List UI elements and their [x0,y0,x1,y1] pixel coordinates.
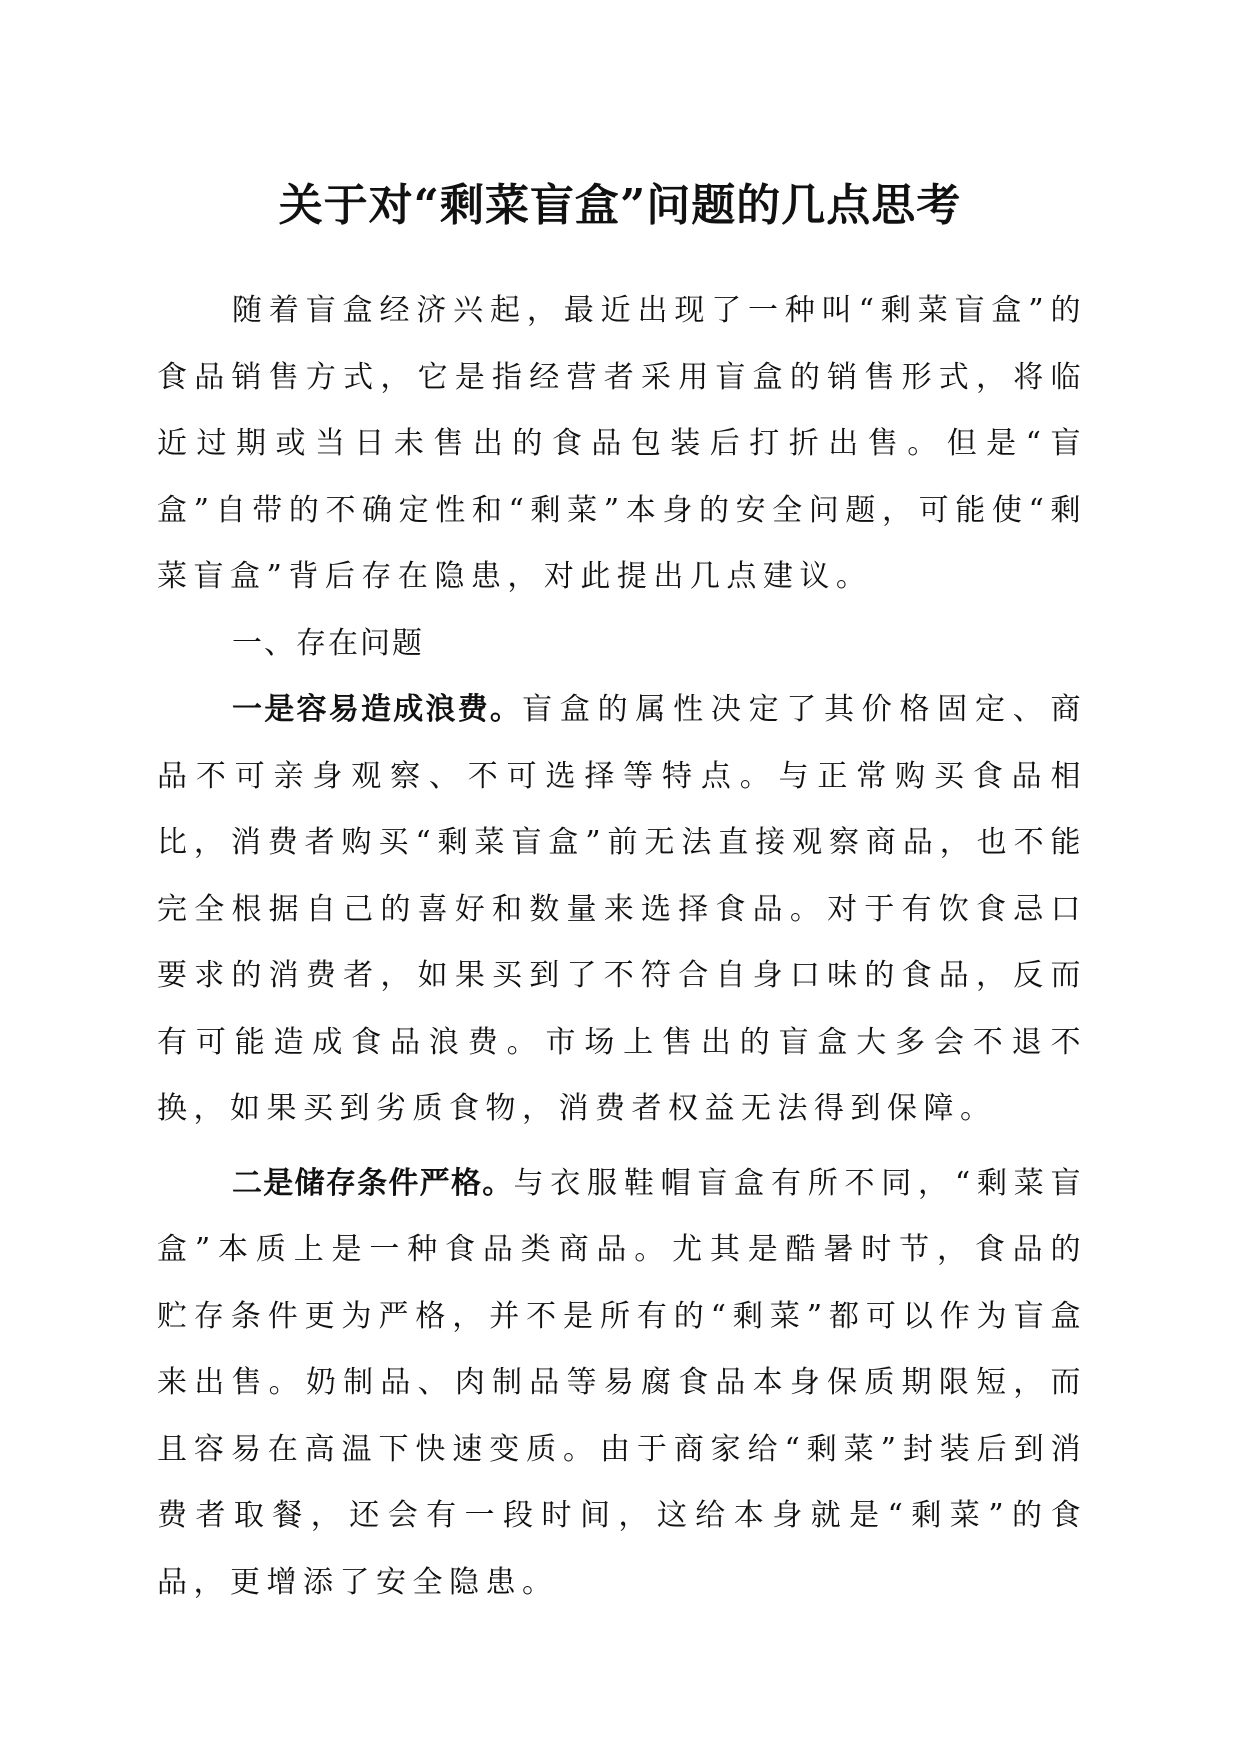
document-body [157,278,1087,1616]
point-2-lead: 二是储存条件严格。 [232,1165,514,1201]
intro-paragraph: 随着盲盒经济兴起，最近出现了一种叫“剩菜盲盒”的食品销售方式，它是指经营者采用盲盒的销售形式，将临近过期或当日未售出的食品包装后打折出售。但是“盲盒”自带的不确定性和“剩菜”本身的安全问题，可能使“剩菜盲盒”背后存在隐患，对此提出几点建议。 [157,293,1087,594]
point-1-paragraph [157,677,1087,1143]
section-heading: 一、存在问题 [232,625,424,661]
point-1-text: 盲盒的属性决定了其价格固定、商品不可亲身观察、不可选择等特点。与正常购买食品相比，消费者购买“剩菜盲盒”前无法直接观察商品，也不能完全根据自己的喜好和数量来选择食品。对于有饮食忌口要求的消费者，如果买到了不符合自身口味的食品，反而有可能造成食品浪费。市场上售出的盲盒大多会不退不换，如果买到劣质食物，消费者权益无法得到保障。 [157,692,1088,1126]
point-1-lead: 一是容易造成浪费。 [232,692,523,727]
document-title: 关于对“剩菜盲盒”问题的几点思考 [278,180,962,231]
point-2-text: 与衣服鞋帽盲盒有所不同，“剩菜盲盒”本质上是一种食品类商品。尤其是酷暑时节，食品的贮存条件更为严格，并不是所有的“剩菜”都可以作为盲盒来出售。奶制品、肉制品等易腐食品本身保质期限短，而且容易在高温下快速变质。由于商家给“剩菜”封装后到消费者取餐，还会有一段时间，这给本身就是“剩菜”的食品，更增添了安全隐患。 [157,1165,1087,1600]
point-2-paragraph [157,1151,1087,1617]
